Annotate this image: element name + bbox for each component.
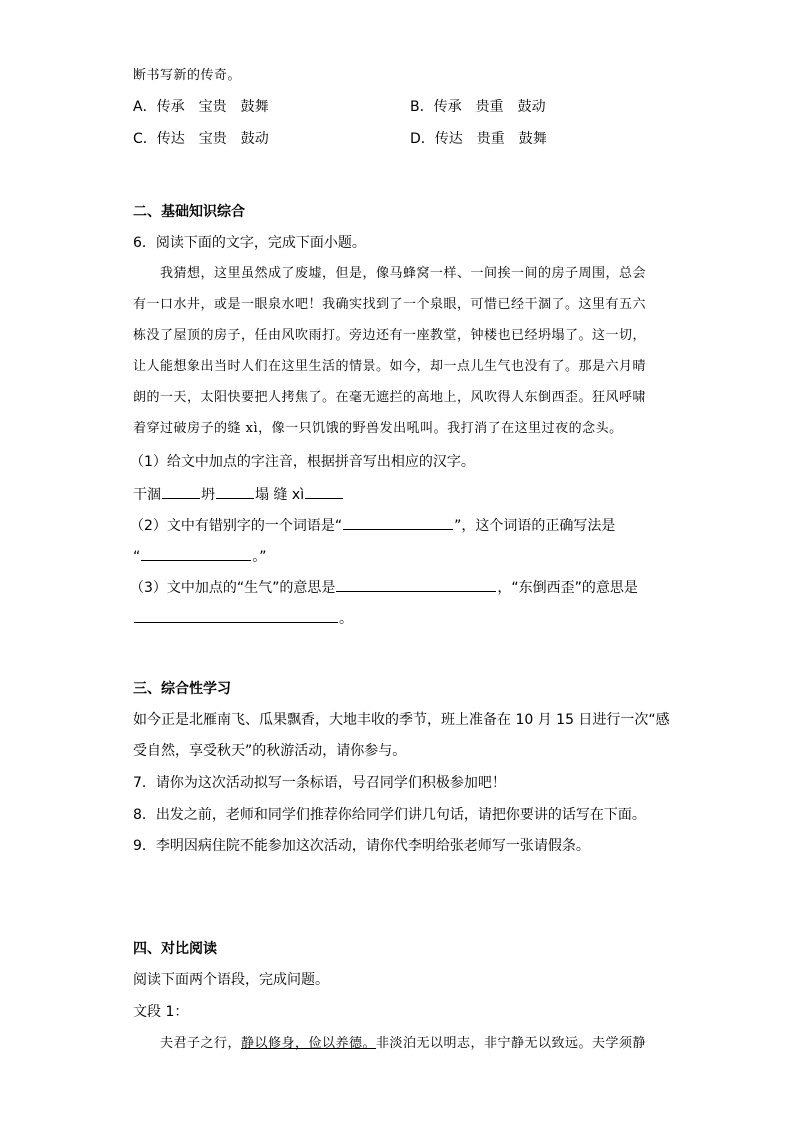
- option-c: C．传达 宝贵 鼓动: [133, 131, 269, 147]
- question-6-stem: 6．阅读下面的文字，完成下面小题。: [133, 235, 366, 251]
- option-b: B．传承 贵重 鼓动: [410, 99, 546, 115]
- section-4-heading: 四、对比阅读: [133, 941, 217, 957]
- blank-2[interactable]: [216, 484, 254, 499]
- blank-dongdaoxiwai[interactable]: [134, 608, 338, 623]
- passage-line-5: 朗的一天，太阳快要把人拷焦了。在毫无遮拦的高地上，风吹得人东倒西歪。狂风呼啸: [133, 390, 647, 405]
- blank-wrong-word[interactable]: [343, 515, 453, 530]
- item-tan: 坍: [201, 487, 215, 503]
- sub-question-3: （3）文中加点的“生气”的意思是 ，“东倒西歪”的意思是: [130, 577, 638, 598]
- section-4-intro: 阅读下面两个语段，完成问题。: [133, 972, 329, 988]
- question-7: 7．请你为这次活动拟写一条标语，号召同学们积极参加吧！: [133, 775, 506, 791]
- sub-question-1: （1）给文中加点的字注音，根据拼音写出相应的汉字。: [130, 454, 475, 470]
- blank-shengqi[interactable]: [336, 577, 496, 592]
- blank-3[interactable]: [305, 484, 343, 499]
- passage-line-1: 我猜想，这里虽然成了废墟，但是，像马蜂窝一样、一间挨一间的房子周围，总会: [160, 266, 647, 281]
- sub-question-2: （2）文中有错别字的一个词语是“ ”，这个词语的正确写法是: [130, 515, 615, 536]
- passage-line-4: 让人能想象出当时人们在这里生活的情景。如今，却一点儿生气也没有了。那是六月晴: [133, 359, 647, 374]
- blank-correct-word[interactable]: [141, 546, 251, 561]
- section-3-intro-1: 如今正是北雁南飞、瓜果飘香，大地丰收的季节，班上准备在 10 月 15 日进行一次“感: [133, 712, 670, 728]
- section-3-heading: 三、综合性学习: [133, 681, 231, 697]
- sub-question-1-items: [133, 484, 344, 505]
- section-2-heading: 二、基础知识综合: [133, 204, 245, 220]
- paragraph-1-text: 夫君子之行，静以修身，俭以养德。非淡泊无以明志，非宁静无以致远。夫学须静: [160, 1036, 647, 1051]
- sub-question-2-cont: “ 。”: [133, 546, 267, 567]
- sub-question-3-cont: 。: [133, 608, 353, 629]
- underlined-phrase: 静以修身，俭以养德。: [241, 1036, 377, 1051]
- option-a: A．传承 宝贵 鼓舞: [133, 99, 269, 115]
- question-8: 8．出发之前，老师和同学们推荐你给同学们讲几句话，请把你要讲的话写在下面。: [133, 807, 646, 823]
- passage-line-6: 着穿过破房子的缝 xì，像一只饥饿的野兽发出吼叫。我打消了在这里过夜的念头。: [133, 421, 623, 436]
- option-d: D．传达 贵重 鼓舞: [410, 131, 547, 147]
- paragraph-1-label: 文段 1：: [133, 1004, 189, 1020]
- item-ta: 塌: [255, 487, 269, 503]
- question-9: 9．李明因病住院不能参加这次活动，请你代李明给张老师写一张请假条。: [133, 838, 590, 854]
- blank-1[interactable]: [162, 484, 200, 499]
- section-3-intro-2: 受自然，享受秋天”的秋游活动，请你参与。: [133, 743, 407, 759]
- question-5-tail: 断书写新的传奇。: [133, 68, 242, 83]
- item-feng-xi: 缝 xì: [273, 487, 305, 503]
- passage-line-3: 栋没了屋顶的房子，任由风吹雨打。旁边还有一座教堂，钟楼也已经坍塌了。这一切，: [133, 328, 647, 343]
- item-gan-he: 干涸: [133, 487, 161, 503]
- passage-line-2: 有一口水井，或是一眼泉水吧！我确实找到了一个泉眼，可惜已经干涸了。这里有五六: [133, 297, 647, 312]
